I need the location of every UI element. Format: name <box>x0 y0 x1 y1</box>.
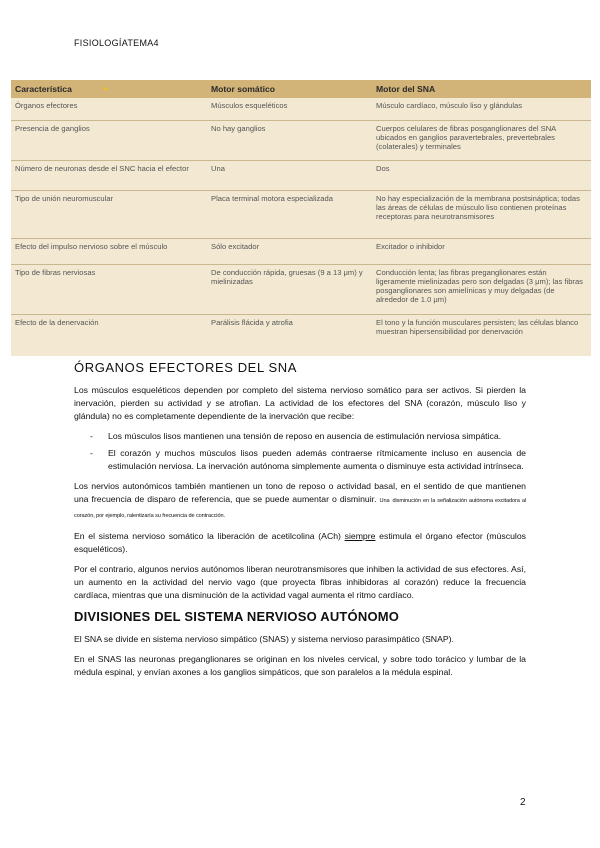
list-item: - El corazón y muchos músculos lisos pueden además contraerse rítmicamente incluso en ausencia de estimulación nerviosa. La inervación autónoma simplemente aumenta o disminuye esta actividad intrínseca. <box>90 447 526 473</box>
table-header-cell: Característica ✦ <box>11 80 207 98</box>
table-cell: Sólo excitador <box>207 238 372 264</box>
page-number: 2 <box>520 797 526 808</box>
page-header: FISIOLOGÍATEMA4 <box>74 38 159 48</box>
paragraph: Por el contrario, algunos nervios autónomos liberan neurotransmisores que inhiben la actividad de sus efectores. Así, un aumento en la actividad del nervio vago (que proyecta fibras inhibidoras al corazón) reduce la frecuencia cardíaca, mientras que una disminución de la actividad vagal aumenta el ritmo cardíaco. <box>74 564 526 600</box>
table-cell: No hay ganglios <box>207 120 372 160</box>
table-cell: Músculo cardíaco, músculo liso y glándulas <box>372 98 591 120</box>
table-row <box>11 264 591 314</box>
table-header-cell: Motor somático <box>207 80 372 98</box>
paragraph: El SNA se divide en sistema nervioso simpático (SNAS) y sistema nervioso parasimpático (SNAP). <box>74 634 454 644</box>
table-cell: Excitador o inhibidor <box>372 238 591 264</box>
table-cell: Cuerpos celulares de fibras posganglionares del SNA ubicados en ganglios paravertebrales, prevertebrales (colaterales) y terminales <box>372 120 591 160</box>
paragraph-text: estimula el órgano efector (músculos esqueléticos). <box>74 531 526 554</box>
paragraph: En el SNAS las neuronas preganglionares se originan en los niveles cervical, y sobre todo torácico y lumbar de la médula espinal, y envían axones a los ganglios simpáticos, que son paralelos a la médula espinal. <box>74 654 526 677</box>
small-text: Una <box>379 498 390 504</box>
table-header-cell: Motor del SNA <box>372 80 591 98</box>
paragraph <box>74 530 526 556</box>
small-text: disminución en la señalización autónoma excitadora al corazón, por ejemplo, ralentizaría su frecuencia de contracción. <box>74 498 527 519</box>
table-row <box>11 190 591 238</box>
table-cell: Efecto del impulso nervioso sobre el músculo <box>11 238 207 264</box>
cursor-sparkle-icon: ✦ <box>101 83 110 94</box>
paragraph-text: En el sistema nervioso somático la liberación de acetilcolina (ACh) <box>74 531 345 541</box>
table-cell: Dos <box>372 160 591 190</box>
comparison-table <box>11 80 591 356</box>
table-cell: No hay especialización de la membrana postsináptica; todas las áreas de células de músculo liso contienen proteínas receptoras para neurotransmisores <box>372 190 591 238</box>
document-body <box>74 361 526 686</box>
bullet-list <box>74 430 526 473</box>
list-item: - Los músculos lisos mantienen una tensión de reposo en ausencia de estimulación nerviosa simpática. <box>90 430 526 443</box>
table-cell: Placa terminal motora especializada <box>207 190 372 238</box>
table-row <box>11 238 591 264</box>
table-cell: Efecto de la denervación <box>15 317 99 327</box>
table-cell: Tipo de unión neuromuscular <box>11 190 207 238</box>
paragraph: Los músculos esqueléticos dependen por completo del sistema nervioso somático para ser activos. Si pierden la inervación, pierden su actividad y se atrofian. La actividad de los efectores del SNA (corazón, músculo liso y glándula) no es completamente dependiente de la inervación que recibe: <box>74 385 526 421</box>
paragraph <box>74 480 526 523</box>
table-cell: De conducción rápida, gruesas (9 a 13 μm) y mielinizadas <box>207 264 372 314</box>
table-cell: Presencia de ganglios <box>11 120 207 160</box>
table-cell: Músculos esqueléticos <box>207 98 372 120</box>
table-row <box>11 314 591 356</box>
table-cell: Número de neuronas desde el SNC hacia el efector <box>11 160 207 190</box>
table-cell: Órganos efectores <box>11 98 207 120</box>
underlined-word: siempre <box>344 531 376 541</box>
table-cell: Parálisis flácida y atrofia <box>211 317 293 327</box>
table-header-row <box>11 80 591 98</box>
table-cell: Una <box>207 160 372 190</box>
table-row <box>11 120 591 160</box>
table-row <box>11 160 591 190</box>
paragraph-text: Los nervios autonómicos también mantienen un tono de reposo o actividad basal, en el sentido de que mantienen una frecuencia de disparo de referencia, que se puede aumentar o disminuir. <box>74 481 526 504</box>
section-title: ÓRGANOS EFECTORES DEL SNA <box>74 360 298 375</box>
section-title: DIVISIONES DEL SISTEMA NERVIOSO AUTÓNOMO <box>74 609 400 624</box>
table-row <box>11 98 591 120</box>
table-cell: El tono y la función musculares persisten; las células blanco muestran hipersensibilidad por denervación <box>376 317 579 336</box>
table-cell: Conducción lenta; las fibras preganglionares están ligeramente mielinizadas pero son delgadas (3 μm); las fibras posganglionares son amielínicas y muy delgadas (de alrededor de 1.0 μm) <box>372 264 591 314</box>
table-cell: Tipo de fibras nerviosas <box>11 264 207 314</box>
